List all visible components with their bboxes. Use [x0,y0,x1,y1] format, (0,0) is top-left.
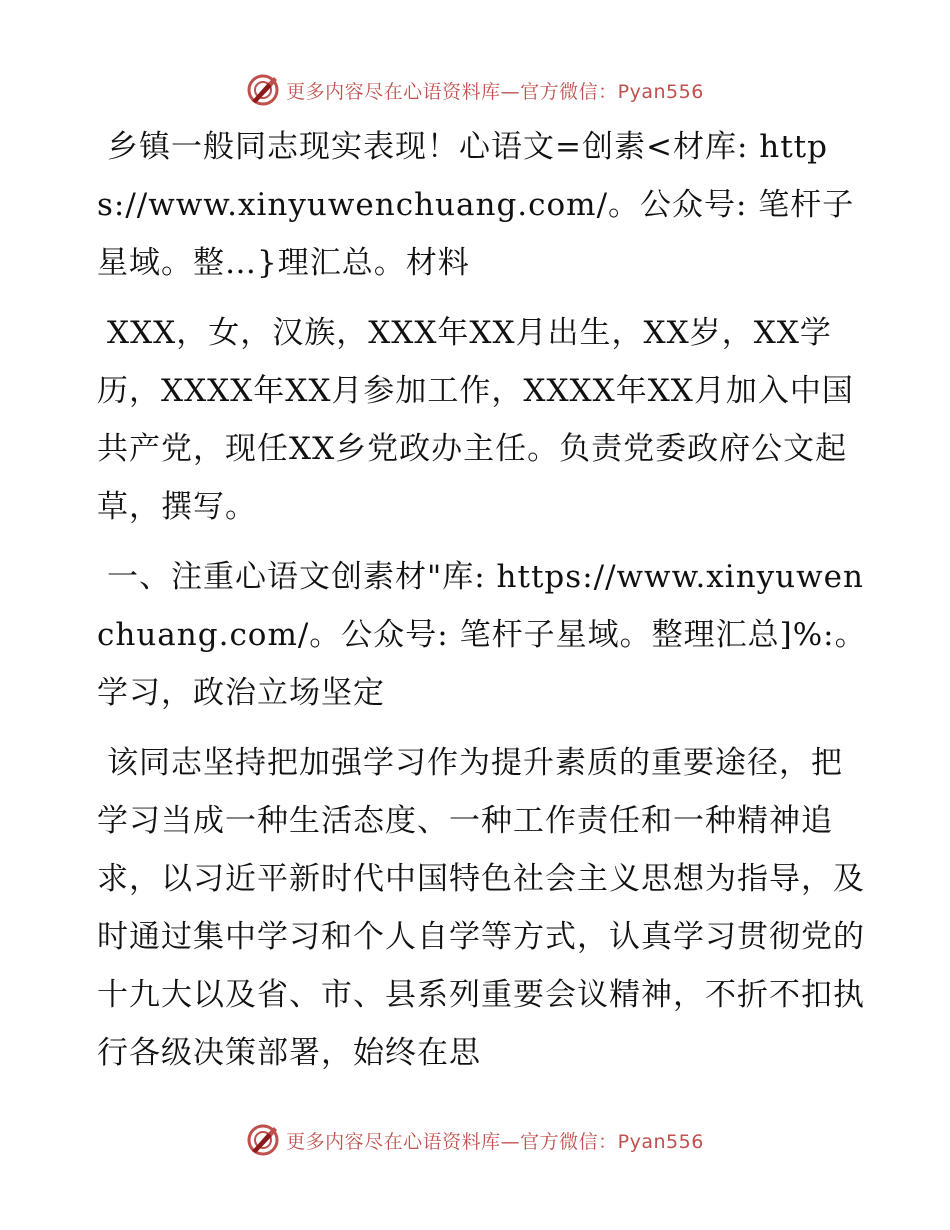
header-banner-text: 更多内容尽在心语资料库—官方微信：Pyan556 [286,80,704,103]
header-banner [0,70,950,110]
paragraph-profile: XXX，女，汉族，XXX年XX月出生，XX岁，XX学历，XXXX年XX月参加工作，XXXX年XX月加入中国共产党，现任XX乡党政办主任。负责党委政府公文起草，撰写。 [97,315,854,525]
pen-logo-icon [246,73,280,107]
paragraph-title: 乡镇一般同志现实表现！心语文=创素<材库: https://www.xinyuwenchuang.com/。公众号: 笔杆子星域。整…}理汇总。材料 [97,129,855,281]
paragraph-section-heading: 一、注重心语文创素材"库: https://www.xinyuwenchuang.com/。公众号: 笔杆子星域。整理汇总]%:。学习，政治立场坚定 [97,559,867,711]
paragraph-study: 该同志坚持把加强学习作为提升素质的重要途径，把学习当成一种生活态度、一种工作责任和一种精神追求，以习近平新时代中国特色社会主义思想为指导，及时通过集中学习和个人自学等方式，认真学习贯彻党的十九大以及省、市、县系列重要会议精神，不折不扣执行各级决策部署，始终在思 [97,745,865,1071]
pen-logo-icon [246,1123,280,1157]
footer-banner-text: 更多内容尽在心语资料库—官方微信：Pyan556 [286,1130,704,1153]
document-body [97,118,867,1094]
footer-banner [0,1120,950,1160]
